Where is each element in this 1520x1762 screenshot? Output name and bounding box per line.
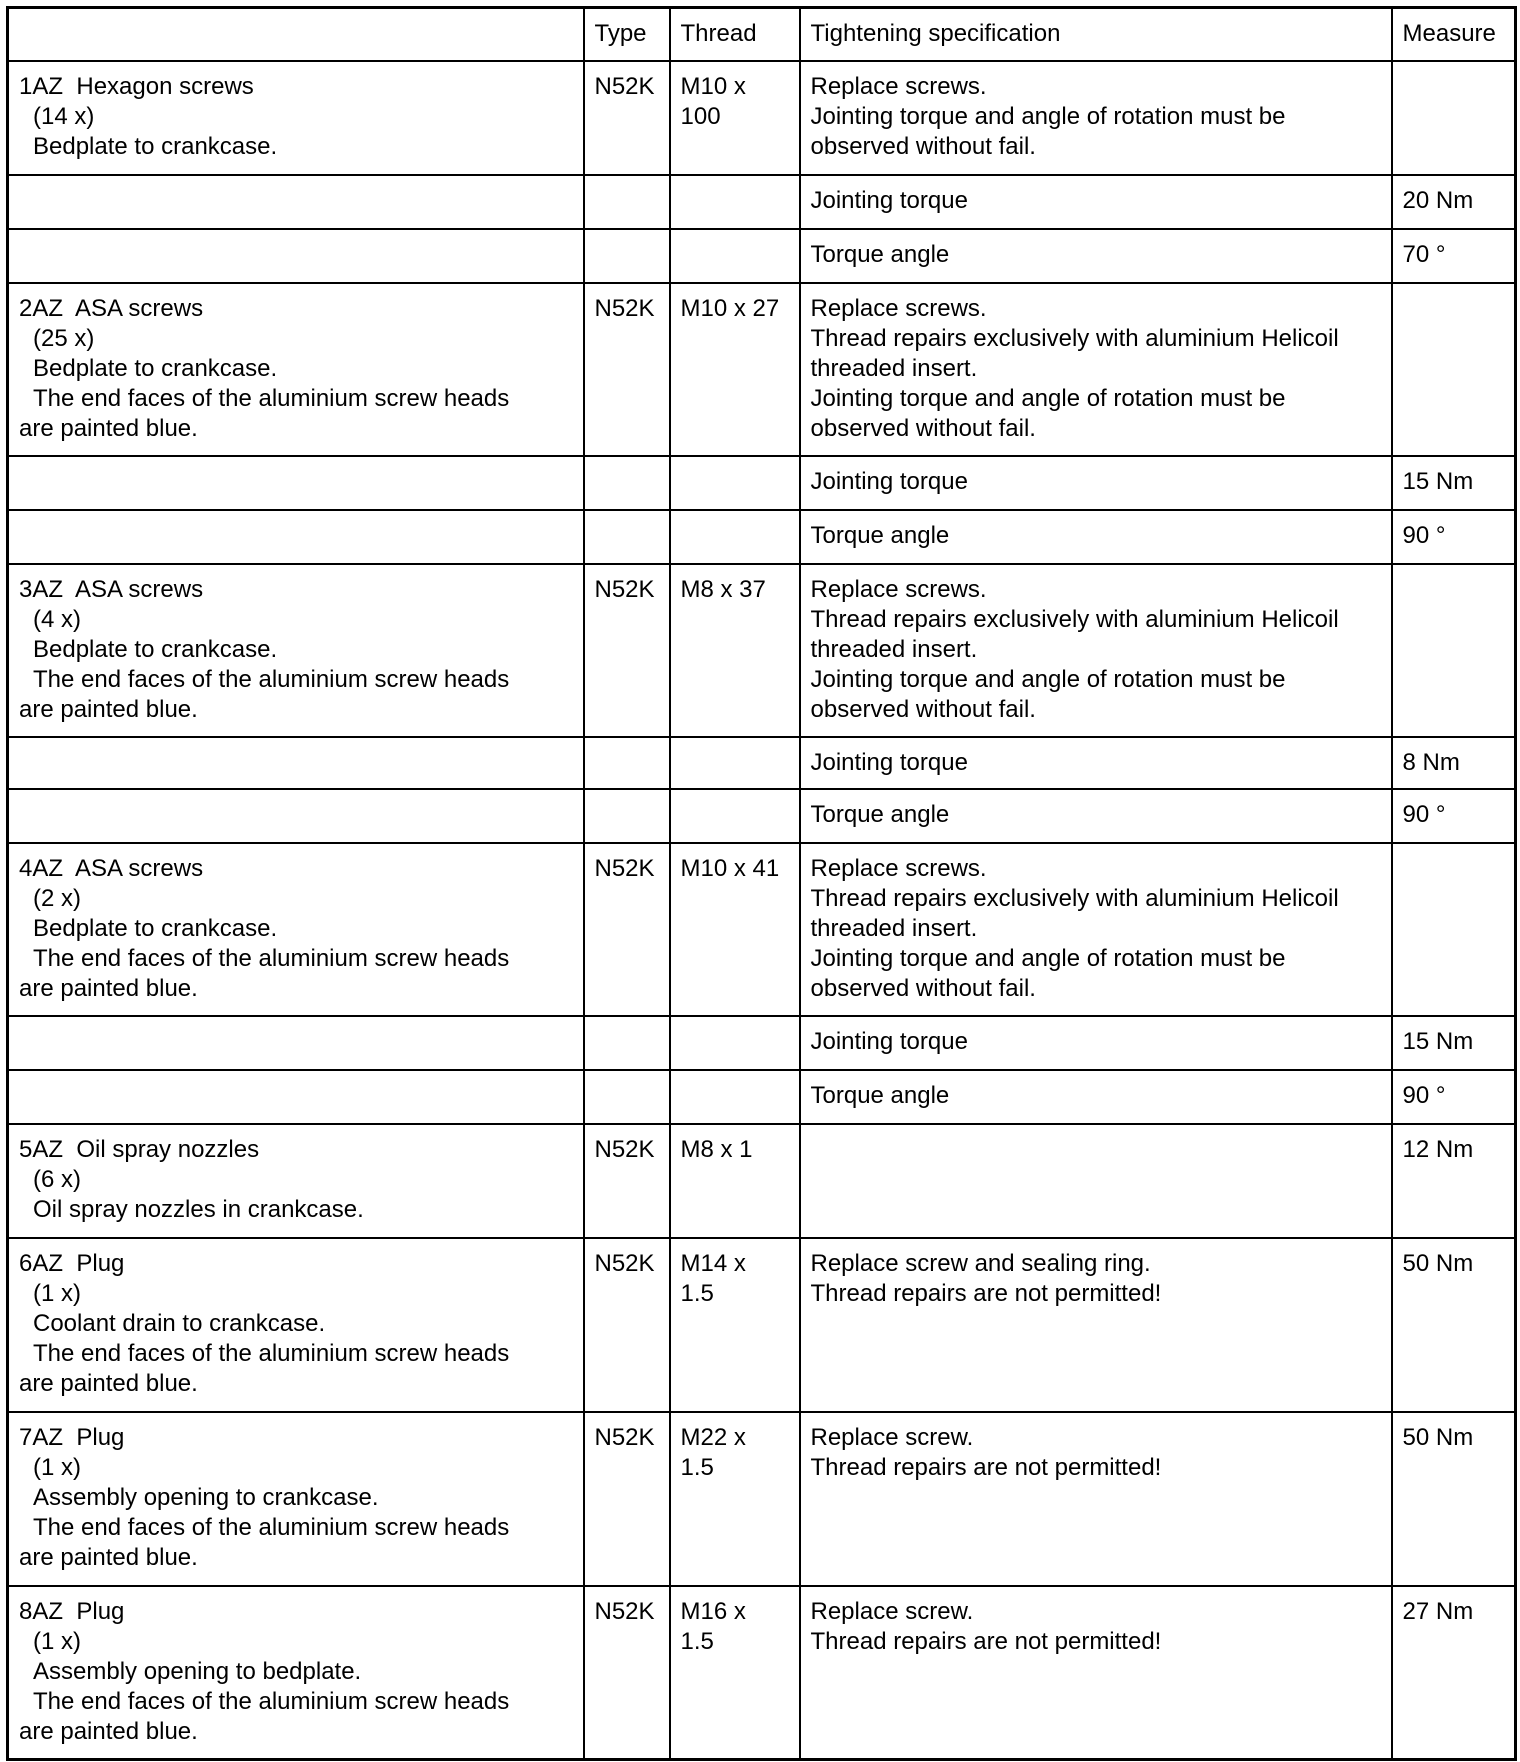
component-name: Plug bbox=[76, 1249, 125, 1277]
measure-cell bbox=[1392, 1124, 1516, 1238]
specification-cell bbox=[800, 1238, 1392, 1412]
component-cell bbox=[8, 61, 584, 175]
component-description: Bedplate to crankcase. bbox=[33, 354, 278, 382]
specification-cell bbox=[800, 789, 1392, 843]
thread-cell bbox=[670, 175, 800, 229]
tightening-spec-table bbox=[6, 6, 1517, 1761]
component-note: The end faces of the aluminium screw heads bbox=[33, 665, 510, 693]
table-row bbox=[8, 564, 1516, 737]
specification-cell bbox=[800, 1016, 1392, 1070]
specification-cell bbox=[800, 175, 1392, 229]
specification-cell bbox=[800, 1412, 1392, 1586]
component-description: Bedplate to crankcase. bbox=[33, 132, 278, 160]
component-quantity: (1 x) bbox=[33, 1627, 81, 1655]
specification-line: Jointing torque and angle of rotation must be bbox=[810, 665, 1286, 693]
thread-cell bbox=[670, 283, 800, 456]
specification-cell bbox=[800, 1070, 1392, 1124]
thread-cell bbox=[670, 1412, 800, 1586]
component-name: ASA screws bbox=[75, 575, 204, 603]
thread-value: 100 bbox=[680, 102, 721, 130]
component-cell bbox=[8, 456, 584, 510]
component-note: The end faces of the aluminium screw heads bbox=[33, 944, 510, 972]
component-id: 5AZ bbox=[19, 1135, 64, 1163]
table-row bbox=[8, 510, 1516, 564]
thread-cell bbox=[670, 1016, 800, 1070]
component-heading bbox=[19, 1423, 573, 1453]
component-note: are painted blue. bbox=[19, 414, 198, 442]
thread-value: M8 x 37 bbox=[680, 575, 766, 603]
table-row bbox=[8, 1016, 1516, 1070]
component-quantity: (1 x) bbox=[33, 1279, 81, 1307]
type-value: N52K bbox=[594, 1597, 655, 1625]
component-description: Oil spray nozzles in crankcase. bbox=[33, 1195, 364, 1223]
header-thread: Thread bbox=[670, 8, 800, 61]
measure-cell bbox=[1392, 789, 1516, 843]
component-cell bbox=[8, 283, 584, 456]
measure-cell bbox=[1392, 1238, 1516, 1412]
component-cell bbox=[8, 564, 584, 737]
type-value: N52K bbox=[594, 1135, 655, 1163]
specification-line: Thread repairs are not permitted! bbox=[810, 1453, 1162, 1481]
header-tightening-specification: Tightening specification bbox=[800, 8, 1392, 61]
specification-cell bbox=[800, 283, 1392, 456]
header-type: Type bbox=[584, 8, 670, 61]
measure-value: 90 ° bbox=[1402, 1081, 1446, 1109]
specification-cell bbox=[800, 1586, 1392, 1760]
type-value: N52K bbox=[594, 1423, 655, 1451]
component-name: ASA screws bbox=[75, 294, 204, 322]
component-cell bbox=[8, 843, 584, 1016]
specification-line: Jointing torque bbox=[810, 1027, 968, 1055]
thread-cell bbox=[670, 737, 800, 789]
component-quantity: (2 x) bbox=[33, 884, 81, 912]
specification-line: Replace screw. bbox=[810, 1597, 974, 1625]
component-name: Plug bbox=[76, 1597, 125, 1625]
type-cell bbox=[584, 1070, 670, 1124]
thread-value: M8 x 1 bbox=[680, 1135, 753, 1163]
thread-value: M10 x 41 bbox=[680, 854, 780, 882]
type-value: N52K bbox=[594, 294, 655, 322]
table-row bbox=[8, 843, 1516, 1016]
component-id: 7AZ bbox=[19, 1423, 64, 1451]
type-value: N52K bbox=[594, 72, 655, 100]
thread-cell bbox=[670, 1586, 800, 1760]
header-row bbox=[8, 8, 1516, 61]
thread-value: 1.5 bbox=[680, 1279, 714, 1307]
component-id: 4AZ bbox=[19, 854, 64, 882]
component-heading bbox=[19, 72, 573, 102]
component-cell bbox=[8, 1016, 584, 1070]
measure-value: 50 Nm bbox=[1402, 1249, 1474, 1277]
component-cell bbox=[8, 1238, 584, 1412]
component-heading bbox=[19, 575, 573, 605]
measure-cell bbox=[1392, 61, 1516, 175]
table-row bbox=[8, 229, 1516, 283]
component-description: Assembly opening to crankcase. bbox=[33, 1483, 379, 1511]
measure-cell bbox=[1392, 510, 1516, 564]
thread-value: 1.5 bbox=[680, 1453, 714, 1481]
component-cell bbox=[8, 1070, 584, 1124]
specification-line: Torque angle bbox=[810, 1081, 950, 1109]
component-cell bbox=[8, 229, 584, 283]
specification-line: Torque angle bbox=[810, 240, 950, 268]
component-cell bbox=[8, 1412, 584, 1586]
thread-cell bbox=[670, 843, 800, 1016]
specification-line: threaded insert. bbox=[810, 354, 978, 382]
component-cell bbox=[8, 1124, 584, 1238]
specification-line: Replace screws. bbox=[810, 294, 987, 322]
component-note: The end faces of the aluminium screw heads bbox=[33, 1687, 510, 1715]
specification-line: Replace screws. bbox=[810, 854, 987, 882]
thread-cell bbox=[670, 789, 800, 843]
component-heading bbox=[19, 854, 573, 884]
type-cell bbox=[584, 843, 670, 1016]
component-cell bbox=[8, 1586, 584, 1760]
table-row bbox=[8, 1124, 1516, 1238]
type-cell bbox=[584, 1124, 670, 1238]
measure-cell bbox=[1392, 283, 1516, 456]
specification-line: Torque angle bbox=[810, 800, 950, 828]
component-cell bbox=[8, 510, 584, 564]
specification-line: Jointing torque bbox=[810, 186, 968, 214]
type-cell bbox=[584, 61, 670, 175]
measure-value: 70 ° bbox=[1402, 240, 1446, 268]
specification-cell bbox=[800, 737, 1392, 789]
thread-value: M14 x bbox=[680, 1249, 746, 1277]
component-id: 3AZ bbox=[19, 575, 64, 603]
measure-cell bbox=[1392, 456, 1516, 510]
specification-line: observed without fail. bbox=[810, 132, 1036, 160]
measure-cell bbox=[1392, 564, 1516, 737]
component-id: 8AZ bbox=[19, 1597, 64, 1625]
component-note: are painted blue. bbox=[19, 1717, 198, 1745]
specification-line: Thread repairs are not permitted! bbox=[810, 1279, 1162, 1307]
specification-cell bbox=[800, 1124, 1392, 1238]
component-heading bbox=[19, 1249, 573, 1279]
specification-cell bbox=[800, 456, 1392, 510]
thread-cell bbox=[670, 564, 800, 737]
table-row bbox=[8, 737, 1516, 789]
component-note: The end faces of the aluminium screw heads bbox=[33, 1339, 510, 1367]
component-cell bbox=[8, 789, 584, 843]
component-cell bbox=[8, 175, 584, 229]
thread-cell bbox=[670, 456, 800, 510]
component-heading bbox=[19, 294, 573, 324]
component-quantity: (6 x) bbox=[33, 1165, 81, 1193]
header-measure: Measure bbox=[1392, 8, 1516, 61]
measure-value: 90 ° bbox=[1402, 521, 1446, 549]
component-name: Hexagon screws bbox=[76, 72, 254, 100]
specification-line: Jointing torque bbox=[810, 467, 968, 495]
component-id: 6AZ bbox=[19, 1249, 64, 1277]
measure-value: 15 Nm bbox=[1402, 467, 1474, 495]
measure-cell bbox=[1392, 1016, 1516, 1070]
table-row bbox=[8, 175, 1516, 229]
specification-cell bbox=[800, 229, 1392, 283]
component-name: Plug bbox=[76, 1423, 125, 1451]
measure-cell bbox=[1392, 1586, 1516, 1760]
component-heading bbox=[19, 1135, 573, 1165]
specification-line: Jointing torque and angle of rotation must be bbox=[810, 384, 1286, 412]
specification-line: observed without fail. bbox=[810, 974, 1036, 1002]
measure-value: 27 Nm bbox=[1402, 1597, 1474, 1625]
type-cell bbox=[584, 789, 670, 843]
specification-line: threaded insert. bbox=[810, 635, 978, 663]
header-item bbox=[8, 8, 584, 61]
specification-line: Jointing torque bbox=[810, 748, 968, 776]
specification-line: Replace screw. bbox=[810, 1423, 974, 1451]
measure-value: 20 Nm bbox=[1402, 186, 1474, 214]
type-cell bbox=[584, 1238, 670, 1412]
specification-line: observed without fail. bbox=[810, 695, 1036, 723]
specification-line: threaded insert. bbox=[810, 914, 978, 942]
table-row bbox=[8, 61, 1516, 175]
type-value: N52K bbox=[594, 1249, 655, 1277]
measure-cell bbox=[1392, 229, 1516, 283]
measure-cell bbox=[1392, 737, 1516, 789]
component-note: The end faces of the aluminium screw heads bbox=[33, 1513, 510, 1541]
specification-line: Jointing torque and angle of rotation must be bbox=[810, 944, 1286, 972]
thread-cell bbox=[670, 510, 800, 564]
thread-value: M22 x bbox=[680, 1423, 746, 1451]
thread-cell bbox=[670, 1238, 800, 1412]
thread-cell bbox=[670, 1124, 800, 1238]
specification-line: Replace screws. bbox=[810, 575, 987, 603]
specification-cell bbox=[800, 510, 1392, 564]
measure-value: 50 Nm bbox=[1402, 1423, 1474, 1451]
table-body bbox=[8, 61, 1516, 1760]
specification-line: Jointing torque and angle of rotation must be bbox=[810, 102, 1286, 130]
specification-line: Thread repairs are not permitted! bbox=[810, 1627, 1162, 1655]
specification-cell bbox=[800, 564, 1392, 737]
component-note: are painted blue. bbox=[19, 974, 198, 1002]
measure-cell bbox=[1392, 175, 1516, 229]
component-description: Bedplate to crankcase. bbox=[33, 635, 278, 663]
table-row bbox=[8, 283, 1516, 456]
thread-cell bbox=[670, 1070, 800, 1124]
specification-cell bbox=[800, 843, 1392, 1016]
thread-cell bbox=[670, 229, 800, 283]
type-cell bbox=[584, 456, 670, 510]
thread-value: M16 x bbox=[680, 1597, 746, 1625]
specification-line: Thread repairs exclusively with aluminium Helicoil bbox=[810, 605, 1339, 633]
table-row bbox=[8, 1412, 1516, 1586]
component-heading bbox=[19, 1597, 573, 1627]
specification-cell bbox=[800, 61, 1392, 175]
component-quantity: (14 x) bbox=[33, 102, 95, 130]
component-note: are painted blue. bbox=[19, 1369, 198, 1397]
specification-line: observed without fail. bbox=[810, 414, 1036, 442]
component-id: 1AZ bbox=[19, 72, 64, 100]
component-description: Coolant drain to crankcase. bbox=[33, 1309, 326, 1337]
component-quantity: (25 x) bbox=[33, 324, 95, 352]
type-value: N52K bbox=[594, 575, 655, 603]
type-cell bbox=[584, 1586, 670, 1760]
component-note: are painted blue. bbox=[19, 695, 198, 723]
measure-value: 90 ° bbox=[1402, 800, 1446, 828]
specification-line: Torque angle bbox=[810, 521, 950, 549]
measure-cell bbox=[1392, 1070, 1516, 1124]
type-cell bbox=[584, 229, 670, 283]
thread-value: M10 x bbox=[680, 72, 746, 100]
component-note: are painted blue. bbox=[19, 1543, 198, 1571]
table-row bbox=[8, 456, 1516, 510]
thread-value: 1.5 bbox=[680, 1627, 714, 1655]
thread-value: M10 x 27 bbox=[680, 294, 780, 322]
table-row bbox=[8, 1586, 1516, 1760]
type-cell bbox=[584, 1412, 670, 1586]
specification-line: Thread repairs exclusively with aluminium Helicoil bbox=[810, 884, 1339, 912]
component-name: ASA screws bbox=[75, 854, 204, 882]
table-row bbox=[8, 789, 1516, 843]
component-description: Assembly opening to bedplate. bbox=[33, 1657, 362, 1685]
component-description: Bedplate to crankcase. bbox=[33, 914, 278, 942]
type-cell bbox=[584, 1016, 670, 1070]
component-note: The end faces of the aluminium screw heads bbox=[33, 384, 510, 412]
measure-cell bbox=[1392, 843, 1516, 1016]
measure-value: 8 Nm bbox=[1402, 748, 1460, 776]
type-cell bbox=[584, 737, 670, 789]
type-cell bbox=[584, 283, 670, 456]
table-row bbox=[8, 1070, 1516, 1124]
measure-value: 15 Nm bbox=[1402, 1027, 1474, 1055]
specification-line: Replace screws. bbox=[810, 72, 987, 100]
type-cell bbox=[584, 510, 670, 564]
component-id: 2AZ bbox=[19, 294, 64, 322]
type-cell bbox=[584, 175, 670, 229]
measure-value: 12 Nm bbox=[1402, 1135, 1474, 1163]
measure-cell bbox=[1392, 1412, 1516, 1586]
component-cell bbox=[8, 737, 584, 789]
component-quantity: (1 x) bbox=[33, 1453, 81, 1481]
component-name: Oil spray nozzles bbox=[76, 1135, 260, 1163]
component-quantity: (4 x) bbox=[33, 605, 81, 633]
type-cell bbox=[584, 564, 670, 737]
specification-line: Thread repairs exclusively with aluminium Helicoil bbox=[810, 324, 1339, 352]
table-row bbox=[8, 1238, 1516, 1412]
type-value: N52K bbox=[594, 854, 655, 882]
thread-cell bbox=[670, 61, 800, 175]
specification-line: Replace screw and sealing ring. bbox=[810, 1249, 1151, 1277]
